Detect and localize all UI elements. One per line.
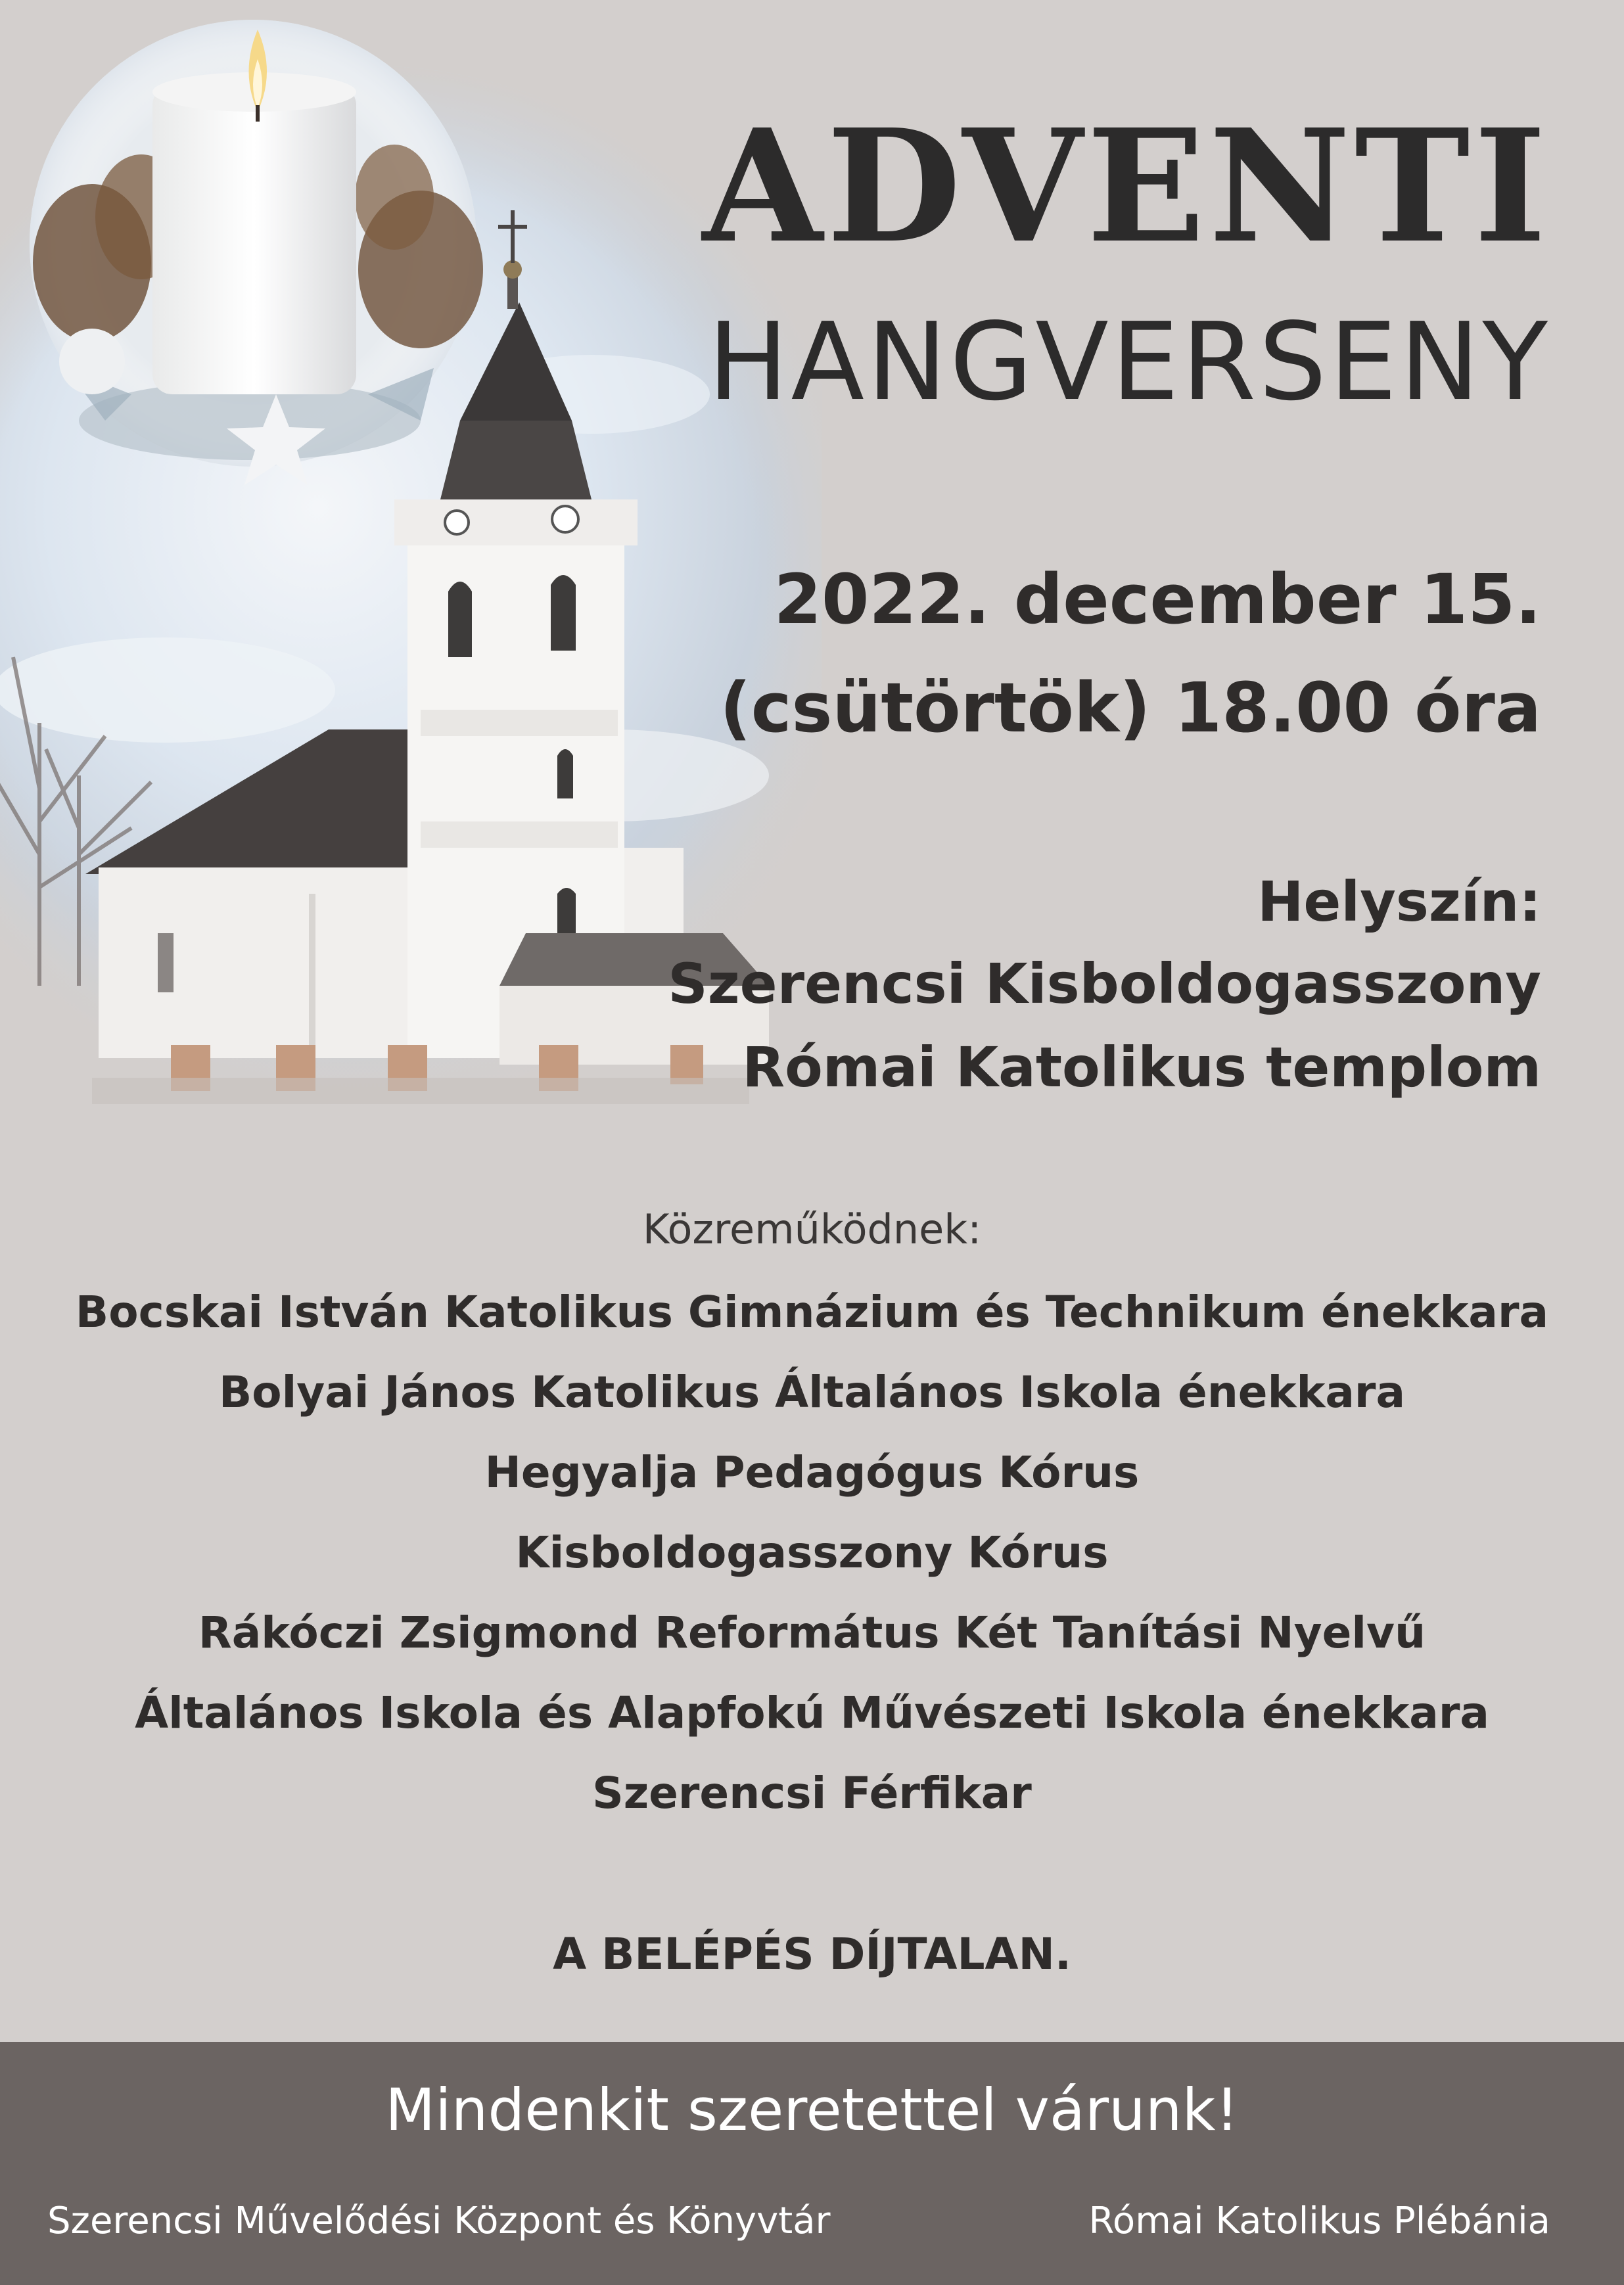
poster-title: ADVENTI	[702, 95, 1550, 277]
participant-item: Szerencsi Férfikar	[592, 1768, 1032, 1818]
footer-greeting: Mindenkit szeretettel várunk!	[385, 2076, 1239, 2144]
event-date: 2022. december 15.	[774, 559, 1541, 639]
participant-item: Kisboldogasszony Kórus	[515, 1527, 1109, 1578]
footer-band	[0, 2042, 1624, 2285]
participants-label: Közreműködnek:	[642, 1205, 982, 1253]
organizer-right: Római Katolikus Plébánia	[1088, 2200, 1550, 2242]
participant-item: Hegyalja Pedagógus Kórus	[484, 1447, 1140, 1498]
organizer-left: Szerencsi Művelődési Központ és Könyvtár	[47, 2200, 831, 2242]
event-time: (csütörtök) 18.00 óra	[720, 668, 1541, 748]
participant-item: Rákóczi Zsigmond Református Két Tanítási Nyelvű	[198, 1607, 1426, 1658]
venue-name-line1: Szerencsi Kisboldogasszony	[668, 952, 1541, 1016]
participant-item: Bocskai István Katolikus Gimnázium és Technikum énekkara	[75, 1287, 1549, 1337]
poster-subtitle: HANGVERSENY	[707, 300, 1550, 425]
venue-label: Helyszín:	[1257, 869, 1541, 934]
free-entry-note: A BELÉPÉS DÍJTALAN.	[553, 1929, 1071, 1979]
participants-list	[0, 1287, 1624, 1852]
participants-section	[0, 1205, 1624, 1852]
venue-name-line2: Római Katolikus templom	[742, 1035, 1541, 1099]
participant-item: Általános Iskola és Alapfokú Művészeti Iskola énekkara	[135, 1688, 1489, 1738]
participant-item: Bolyai János Katolikus Általános Iskola énekkara	[219, 1367, 1405, 1418]
